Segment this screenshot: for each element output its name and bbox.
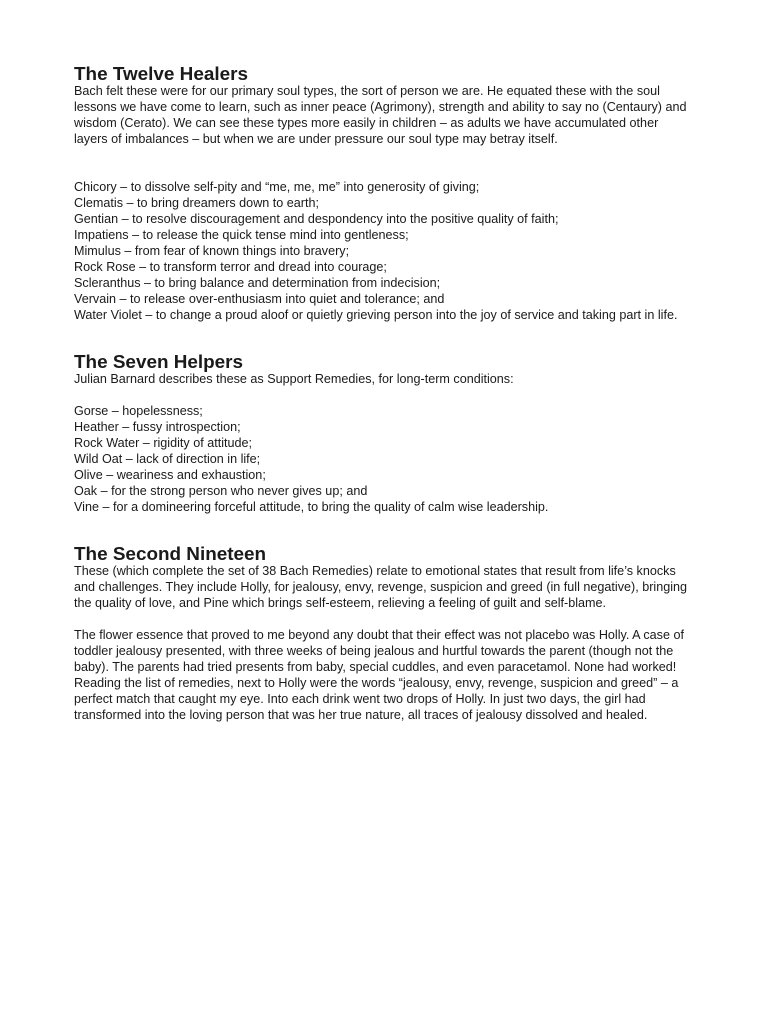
list-item: Oak – for the strong person who never gives up; and <box>74 484 368 498</box>
list-item: Vervain – to release over-enthusiasm into quiet and tolerance; and <box>74 292 445 306</box>
list-item: Olive – weariness and exhaustion; <box>74 468 266 482</box>
list-item: Gentian – to resolve discouragement and despondency into the positive quality of faith; <box>74 212 559 226</box>
list-item: Heather – fussy introspection; <box>74 420 241 434</box>
spacer <box>74 611 694 627</box>
seven-helpers-list <box>74 403 694 515</box>
list-item: Rock Water – rigidity of attitude; <box>74 436 253 450</box>
list-item: Gorse – hopelessness; <box>74 404 203 418</box>
list-item: Impatiens – to release the quick tense mind into gentleness; <box>74 228 409 242</box>
seven-helpers-intro: Julian Barnard describes these as Support Remedies, for long-term conditions: <box>74 372 514 386</box>
section-title-second-nineteen: The Second Nineteen <box>74 544 267 565</box>
second-nineteen-paragraph-2: The flower essence that proved to me beyond any doubt that their effect was not placebo was Holly. A case of toddler jealousy presented, with three weeks of being jealous and hurtful towards the parent (though not the baby). The parents had tried presents from baby, special cuddles, and even paracetamol. None had worked! Reading the list of remedies, next to Holly were the words “jealousy, envy, revenge, suspicion and greed” – a perfect match that caught my eye. Into each drink went two drops of Holly. In just two days, the girl had transformed into the loving person that was her true nature, all traces of jealousy dissolved and healed. <box>74 628 684 722</box>
section-title-twelve-healers: The Twelve Healers <box>74 64 248 85</box>
list-item: Scleranthus – to bring balance and determination from indecision; <box>74 276 441 290</box>
spacer <box>74 515 694 547</box>
list-item: Wild Oat – lack of direction in life; <box>74 452 261 466</box>
list-item: Vine – for a domineering forceful attitude, to bring the quality of calm wise leadership. <box>74 500 549 514</box>
twelve-healers-intro: Bach felt these were for our primary soul types, the sort of person we are. He equated these with the soul lessons we have come to learn, such as inner peace (Agrimony), strength and ability to say no (Centaury) and wisdom (Cerato). We can see these types more easily in children – as adults we have accumulated other layers of imbalances – but when we are under pressure our soul type may betray itself. <box>74 84 687 146</box>
list-item: Chicory – to dissolve self-pity and “me, me, me” into generosity of giving; <box>74 180 480 194</box>
list-item: Water Violet – to change a proud aloof or quietly grieving person into the joy of service and taking part in life. <box>74 308 678 322</box>
spacer <box>74 323 694 355</box>
list-item: Clematis – to bring dreamers down to earth; <box>74 196 319 210</box>
twelve-healers-list <box>74 179 694 323</box>
spacer <box>74 147 694 179</box>
spacer <box>74 387 694 403</box>
section-title-seven-helpers: The Seven Helpers <box>74 352 244 373</box>
list-item: Rock Rose – to transform terror and dread into courage; <box>74 260 387 274</box>
second-nineteen-paragraph-1: These (which complete the set of 38 Bach Remedies) relate to emotional states that result from life’s knocks and challenges. They include Holly, for jealousy, envy, revenge, suspicion and greed (in full negative), bringing the quality of love, and Pine which brings self-esteem, relieving a feeling of guilt and self-blame. <box>74 564 688 610</box>
list-item: Mimulus – from fear of known things into bravery; <box>74 244 350 258</box>
document-page <box>74 64 694 723</box>
